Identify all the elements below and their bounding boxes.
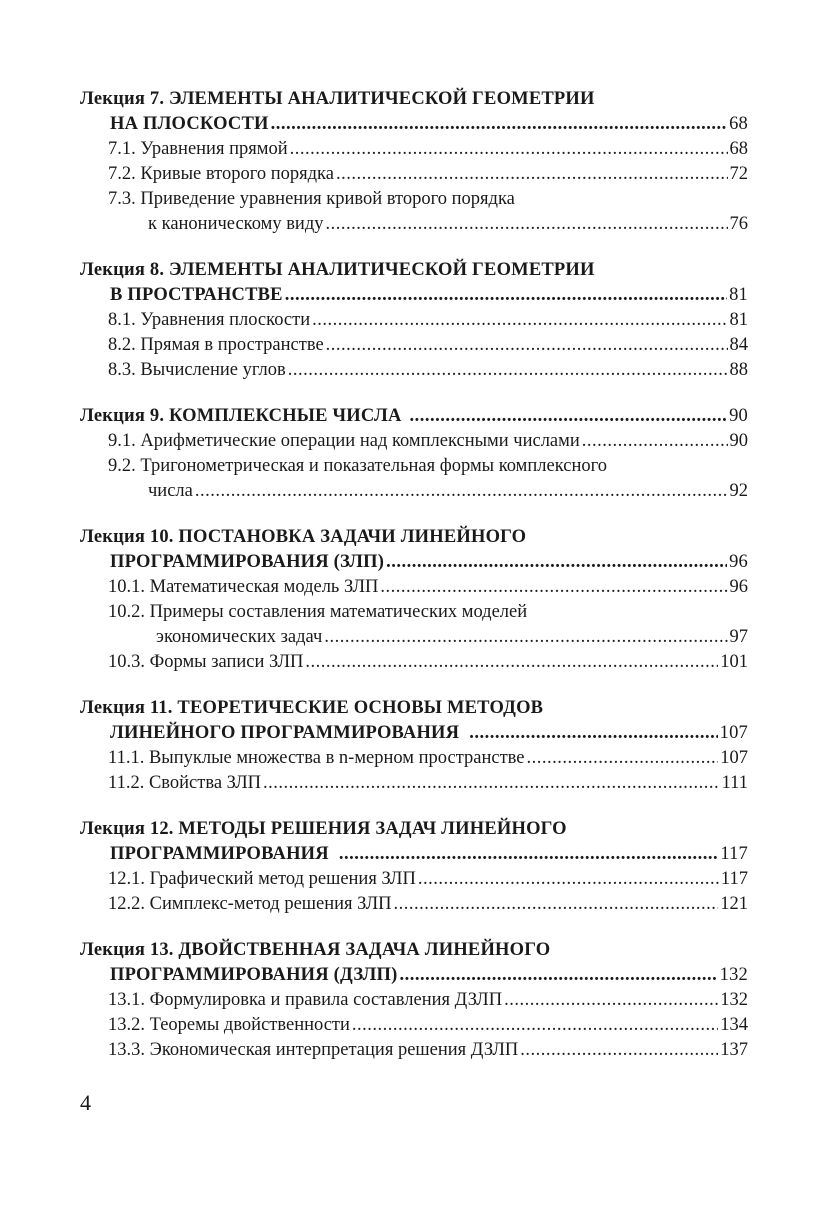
entry-title: 7.1. Уравнения прямой (108, 139, 288, 159)
toc-entry[interactable] (80, 137, 748, 162)
entry-title: 13.3. Экономическая интерпретация решения ДЗЛП (108, 1040, 519, 1060)
page-ref: 92 (729, 481, 748, 501)
lecture-heading-line (80, 525, 748, 550)
page-number: 4 (80, 1090, 91, 1115)
lecture-heading-line (80, 696, 748, 721)
page-ref: 111 (721, 773, 748, 793)
toc-entry[interactable] (80, 867, 748, 892)
toc-entry[interactable] (80, 988, 748, 1013)
dot-leader (386, 550, 727, 575)
lecture-heading: Лекция 12. МЕТОДЫ РЕШЕНИЯ ЗАДАЧ ЛИНЕЙНОГО (80, 819, 567, 839)
lecture-heading: Лекция 10. ПОСТАНОВКА ЗАДАЧИ ЛИНЕЙНОГО (80, 527, 527, 547)
page-ref: 137 (720, 1040, 748, 1060)
entry-title: 9.2. Тригонометрическая и показательная формы комплексного (108, 456, 607, 476)
dot-leader (305, 650, 718, 675)
dot-leader (418, 867, 719, 892)
toc-lecture-7 (80, 87, 748, 237)
dot-leader (326, 212, 728, 237)
dot-leader (410, 404, 728, 429)
toc-lecture-8 (80, 258, 748, 383)
page-ref: 90 (729, 431, 748, 451)
toc-entry[interactable] (80, 771, 748, 796)
entry-title-cont: к каноническому виду (148, 214, 324, 234)
dot-leader (504, 988, 718, 1013)
lecture-heading-line (80, 258, 748, 283)
dot-leader (352, 1013, 718, 1038)
page-ref: 88 (729, 360, 748, 380)
page-ref: 81 (729, 285, 748, 305)
entry-title: 12.2. Симплекс-метод решения ЗЛП (108, 894, 392, 914)
toc-entry-cont[interactable] (80, 212, 748, 237)
entry-title-cont: числа (148, 481, 193, 501)
page-ref: 96 (729, 552, 748, 572)
page-ref: 84 (729, 335, 748, 355)
entry-title: 8.1. Уравнения плоскости (108, 310, 311, 330)
lecture-heading: Лекция 11. ТЕОРЕТИЧЕСКИЕ ОСНОВЫ МЕТОДОВ (80, 698, 544, 718)
dot-leader (582, 429, 728, 454)
lecture-heading-cont: ПРОГРАММИРОВАНИЯ (ЗЛП) (110, 552, 385, 572)
page-ref: 81 (729, 310, 748, 330)
entry-title: 7.3. Приведение уравнения кривой второго порядка (108, 189, 515, 209)
toc-lecture-10 (80, 525, 748, 675)
entry-title: 13.1. Формулировка и правила составления ДЗЛП (108, 990, 503, 1010)
dot-leader (285, 283, 727, 308)
page-ref: 76 (729, 214, 748, 234)
entry-title: 10.3. Формы записи ЗЛП (108, 652, 304, 672)
dot-leader (527, 746, 719, 771)
lecture-heading-line (80, 817, 748, 842)
lecture-heading-entry[interactable] (80, 842, 748, 867)
lecture-heading-cont: В ПРОСТРАНСТВЕ (110, 285, 283, 305)
page-ref: 90 (729, 406, 748, 426)
entry-title-cont: экономических задач (156, 627, 323, 647)
lecture-heading-cont: ПРОГРАММИРОВАНИЯ (ДЗЛП) (110, 965, 398, 985)
toc-entry[interactable] (80, 1038, 748, 1063)
entry-title: 8.2. Прямая в пространстве (108, 335, 324, 355)
lecture-heading: Лекция 7. ЭЛЕМЕНТЫ АНАЛИТИЧЕСКОЙ ГЕОМЕТРИИ (80, 89, 595, 109)
dot-leader (520, 1038, 718, 1063)
entry-title: 11.1. Выпуклые множества в n-мерном пространстве (108, 748, 525, 768)
entry-title: 12.1. Графический метод решения ЗЛП (108, 869, 416, 889)
dot-leader (469, 721, 717, 746)
lecture-heading-entry[interactable] (80, 963, 748, 988)
page-ref: 107 (720, 748, 748, 768)
toc-lecture-12 (80, 817, 748, 917)
dot-leader (324, 625, 727, 650)
dot-leader (263, 771, 720, 796)
lecture-heading: Лекция 13. ДВОЙСТВЕННАЯ ЗАДАЧА ЛИНЕЙНОГО (80, 940, 551, 960)
lecture-heading: Лекция 9. КОМПЛЕКСНЫЕ ЧИСЛА (80, 406, 402, 426)
lecture-heading-cont: НА ПЛОСКОСТИ (110, 114, 269, 134)
dot-leader (336, 162, 728, 187)
entry-title: 11.2. Свойства ЗЛП (108, 773, 262, 793)
entry-title: 13.2. Теоремы двойственности (108, 1015, 350, 1035)
toc-entry-cont[interactable] (80, 479, 748, 504)
page-ref: 132 (720, 990, 748, 1010)
toc-entry[interactable] (80, 1013, 748, 1038)
page-ref: 68 (729, 139, 748, 159)
page-ref: 101 (720, 652, 748, 672)
lecture-heading-cont: ПРОГРАММИРОВАНИЯ (110, 844, 329, 864)
page-ref: 121 (720, 894, 748, 914)
table-of-contents (80, 87, 748, 1084)
page-ref: 134 (720, 1015, 748, 1035)
entry-title: 10.1. Математическая модель ЗЛП (108, 577, 379, 597)
dot-leader (326, 333, 728, 358)
toc-entry[interactable] (80, 600, 748, 625)
page-ref: 96 (729, 577, 748, 597)
dot-leader (399, 963, 717, 988)
lecture-heading-cont: ЛИНЕЙНОГО ПРОГРАММИРОВАНИЯ (110, 723, 460, 743)
dot-leader (288, 358, 728, 383)
lecture-heading-entry[interactable] (80, 404, 748, 429)
toc-entry[interactable] (80, 650, 748, 675)
toc-entry[interactable] (80, 308, 748, 333)
page-ref: 117 (720, 869, 748, 889)
toc-lecture-11 (80, 696, 748, 796)
page-ref: 107 (719, 723, 748, 743)
toc-entry[interactable] (80, 454, 748, 479)
dot-leader (290, 137, 728, 162)
lecture-heading-entry[interactable] (80, 721, 748, 746)
entry-title: 10.2. Примеры составления математических моделей (108, 602, 528, 622)
toc-entry[interactable] (80, 187, 748, 212)
entry-title: 8.3. Вычисление углов (108, 360, 286, 380)
dot-leader (312, 308, 727, 333)
dot-leader (380, 575, 727, 600)
page-ref: 97 (729, 627, 748, 647)
toc-entry[interactable] (80, 162, 748, 187)
toc-entry[interactable] (80, 892, 748, 917)
dot-leader (195, 479, 728, 504)
lecture-heading-entry[interactable] (80, 283, 748, 308)
page-ref: 117 (720, 844, 748, 864)
lecture-heading-entry[interactable] (80, 112, 748, 137)
lecture-heading-line (80, 938, 748, 963)
entry-title: 7.2. Кривые второго порядка (108, 164, 334, 184)
page-ref: 68 (729, 114, 748, 134)
toc-entry[interactable] (80, 746, 748, 771)
page-ref: 72 (729, 164, 748, 184)
toc-entry[interactable] (80, 333, 748, 358)
dot-leader (339, 842, 719, 867)
toc-lecture-13 (80, 938, 748, 1063)
dot-leader (271, 112, 728, 137)
toc-entry[interactable] (80, 429, 748, 454)
toc-lecture-9 (80, 404, 748, 504)
page-ref: 132 (719, 965, 748, 985)
toc-entry-cont[interactable] (80, 625, 748, 650)
entry-title: 9.1. Арифметические операции над комплексными числами (108, 431, 580, 451)
lecture-heading-entry[interactable] (80, 550, 748, 575)
lecture-heading: Лекция 8. ЭЛЕМЕНТЫ АНАЛИТИЧЕСКОЙ ГЕОМЕТРИИ (80, 260, 595, 280)
dot-leader (394, 892, 719, 917)
toc-entry[interactable] (80, 575, 748, 600)
lecture-heading-line (80, 87, 748, 112)
toc-entry[interactable] (80, 358, 748, 383)
